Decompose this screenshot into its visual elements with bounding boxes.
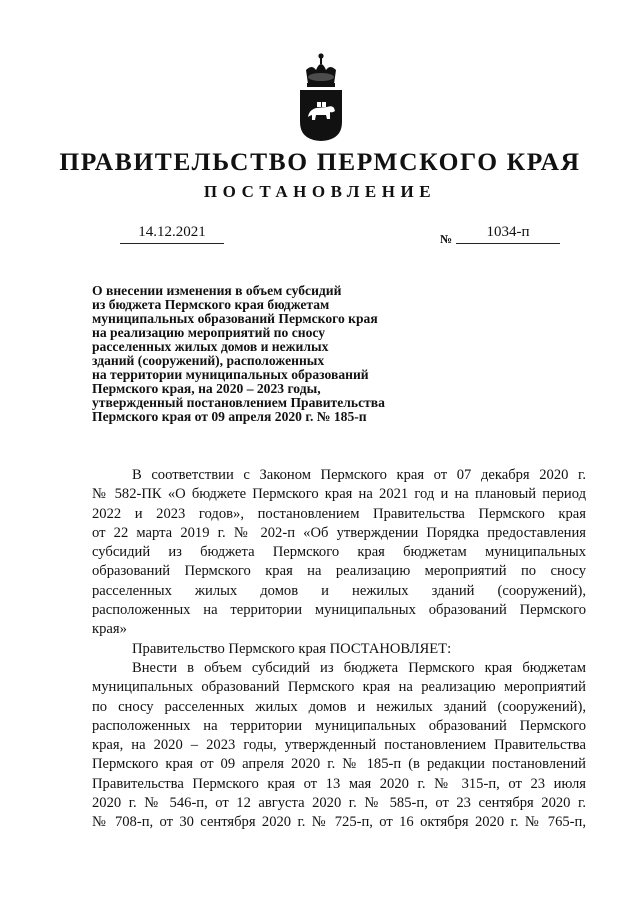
subject-line: из бюджета Пермского края бюджетам: [92, 297, 330, 312]
subject-line: на территории муниципальных образований: [92, 367, 369, 382]
number-sign: №: [440, 232, 453, 246]
coat-of-arms-icon: [296, 50, 346, 142]
body-line: по сносу расселенных жилых домов и нежилых зданий (сооружений),: [92, 698, 586, 715]
document-type: ПОСТАНОВЛЕНИЕ: [203, 182, 437, 201]
subject-line: на реализацию мероприятий по сносу: [92, 325, 326, 340]
body-line: расположенных на территории муниципальных образований Пермского: [92, 717, 586, 734]
subject-line: муниципальных образований Пермского края: [92, 311, 378, 326]
body-line: расселенных жилых домов и нежилых зданий (сооружений),: [92, 582, 586, 599]
body-line: образований Пермского края на реализацию мероприятий по сносу: [92, 563, 586, 580]
body-line: Внести в объем субсидий из бюджета Пермского края бюджетам: [132, 659, 586, 676]
subject-line: Пермского края от 09 апреля 2020 г. № 185-п: [92, 409, 367, 424]
subject-line: расселенных жилых домов и нежилых: [92, 339, 329, 354]
body-line: № 582-ПК «О бюджете Пермского края на 2021 год и на плановый период: [92, 486, 586, 503]
body-line: № 708-п, от 30 сентября 2020 г. № 725-п, от 16 октября 2020 г. № 765-п,: [92, 814, 586, 831]
body-line: Правительство Пермского края ПОСТАНОВЛЯЕТ:: [132, 640, 452, 657]
body-line: 2020 г. № 546-п, от 12 августа 2020 г. № 585-п, от 23 сентября 2020 г.: [92, 795, 586, 812]
body-line: от 22 марта 2019 г. № 202-п «Об утверждении Порядка предоставления: [92, 524, 586, 541]
body-line: края, на 2020 – 2023 годы, утвержденный постановлением Правительства: [92, 737, 586, 754]
subject-line: утвержденный постановлением Правительства: [92, 395, 385, 410]
subject-line: зданий (сооружений), расположенных: [92, 353, 325, 368]
document-subject: [92, 284, 432, 424]
subject-line: Пермского края, на 2020 – 2023 годы,: [92, 381, 321, 396]
body-line: края»: [92, 621, 127, 638]
body-line: 2022 и 2023 годов», постановлением Правительства Пермского края: [92, 505, 586, 522]
document-body: [92, 466, 586, 833]
body-line: расположенных на территории муниципальных образований Пермского: [92, 602, 586, 619]
body-line: Правительства Пермского края от 13 мая 2020 г. № 315-п, от 23 июля: [92, 775, 586, 792]
body-line: субсидий из бюджета Пермского края бюджетам муниципальных: [92, 544, 586, 561]
document-number: 1034-п: [456, 224, 560, 244]
body-line: Пермского края от 09 апреля 2020 г. № 185-п (в редакции постановлений: [92, 756, 586, 773]
body-line: муниципальных образований Пермского края на реализацию мероприятий: [92, 679, 586, 696]
subject-line: О внесении изменения в объем субсидий: [92, 283, 342, 298]
government-title: ПРАВИТЕЛЬСТВО ПЕРМСКОГО КРАЯ: [59, 147, 581, 176]
document-date: 14.12.2021: [120, 224, 224, 244]
body-line: В соответствии с Законом Пермского края от 07 декабря 2020 г.: [132, 467, 586, 483]
